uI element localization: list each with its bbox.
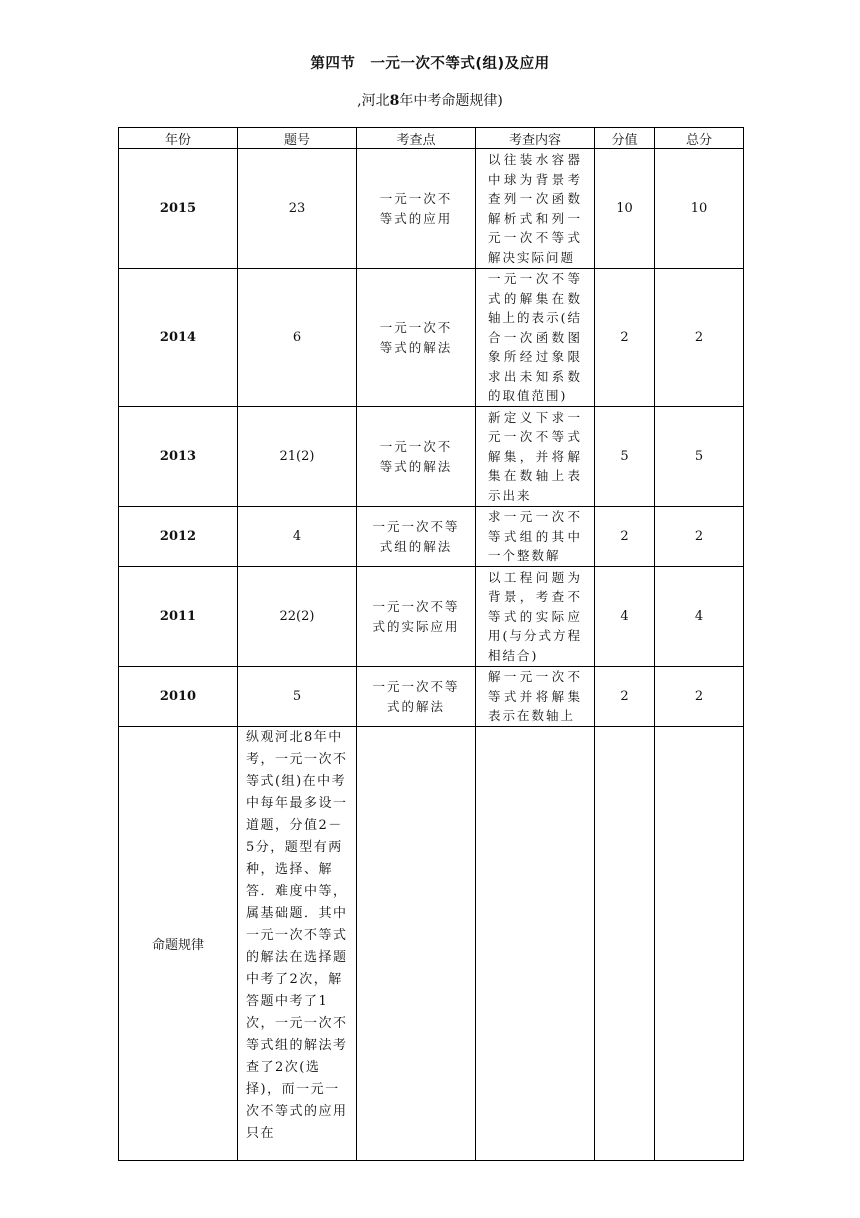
empty-cell bbox=[357, 727, 476, 1161]
total-cell: 2 bbox=[655, 507, 744, 567]
rule-text-cell: 纵观河北8年中考，一元一次不等式(组)在中考中每年最多设一道题，分值2－5分，题型有两种，选择、解答．难度中等，属基础题．其中一元一次不等式的解法在选择题中考了2次，解答题中考了1次，一元一次不等式组的解法考查了2次(选择)，而一元一次不等式的应用只在 bbox=[238, 727, 357, 1161]
total-cell: 5 bbox=[655, 407, 744, 507]
exam-table bbox=[118, 127, 744, 1161]
table-row bbox=[119, 567, 744, 667]
header-point: 考查点 bbox=[357, 128, 476, 149]
point-cell: 一元一次不等式的实际应用 bbox=[357, 567, 476, 667]
score-cell: 2 bbox=[595, 667, 655, 727]
header-score: 分值 bbox=[595, 128, 655, 149]
section-title: 第四节 一元一次不等式(组)及应用 bbox=[310, 56, 550, 72]
total-cell: 2 bbox=[655, 667, 744, 727]
rule-label-cell: 命题规律 bbox=[119, 727, 238, 1161]
content-cell: 求一元一次不等式组的其中一个整数解 bbox=[476, 507, 595, 567]
point-cell: 一元一次不等式的解法 bbox=[357, 667, 476, 727]
total-cell: 4 bbox=[655, 567, 744, 667]
score-cell: 2 bbox=[595, 269, 655, 407]
empty-cell bbox=[655, 727, 744, 1161]
score-cell: 4 bbox=[595, 567, 655, 667]
subtitle bbox=[0, 90, 860, 110]
rule-row bbox=[119, 727, 744, 1161]
score-cell: 2 bbox=[595, 507, 655, 567]
year-cell: 2015 bbox=[119, 149, 238, 269]
table-row bbox=[119, 149, 744, 269]
year-cell: 2014 bbox=[119, 269, 238, 407]
point-cell: 一元一次不等式的应用 bbox=[357, 149, 476, 269]
content-cell: 以往装水容器中球为背景考查列一次函数解析式和列一元一次不等式解决实际问题 bbox=[476, 149, 595, 269]
total-cell: 10 bbox=[655, 149, 744, 269]
year-cell: 2013 bbox=[119, 407, 238, 507]
score-cell: 10 bbox=[595, 149, 655, 269]
content-cell: 以工程问题为背景，考查不等式的实际应用(与分式方程相结合) bbox=[476, 567, 595, 667]
subtitle-pre: ,河北 bbox=[357, 93, 390, 109]
table-row bbox=[119, 407, 744, 507]
year-cell: 2012 bbox=[119, 507, 238, 567]
content-cell: 解一元一次不等式并将解集表示在数轴上 bbox=[476, 667, 595, 727]
number-cell: 23 bbox=[238, 149, 357, 269]
table-row bbox=[119, 269, 744, 407]
table-header-row bbox=[119, 128, 744, 149]
header-year: 年份 bbox=[119, 128, 238, 149]
year-cell: 2010 bbox=[119, 667, 238, 727]
number-cell: 4 bbox=[238, 507, 357, 567]
total-cell: 2 bbox=[655, 269, 744, 407]
empty-cell bbox=[595, 727, 655, 1161]
point-cell: 一元一次不等式的解法 bbox=[357, 269, 476, 407]
empty-cell bbox=[476, 727, 595, 1161]
number-cell: 6 bbox=[238, 269, 357, 407]
number-cell: 5 bbox=[238, 667, 357, 727]
number-cell: 22(2) bbox=[238, 567, 357, 667]
table-row bbox=[119, 667, 744, 727]
header-number: 题号 bbox=[238, 128, 357, 149]
subtitle-number: 8 bbox=[389, 93, 400, 109]
point-cell: 一元一次不等式组的解法 bbox=[357, 507, 476, 567]
number-cell: 21(2) bbox=[238, 407, 357, 507]
header-content: 考查内容 bbox=[476, 128, 595, 149]
subtitle-post: 年中考命题规律) bbox=[399, 93, 503, 109]
content-cell: 一元一次不等式的解集在数轴上的表示(结合一次函数图象所经过象限求出未知系数的取值范围) bbox=[476, 269, 595, 407]
score-cell: 5 bbox=[595, 407, 655, 507]
table-row bbox=[119, 507, 744, 567]
year-cell: 2011 bbox=[119, 567, 238, 667]
header-total: 总分 bbox=[655, 128, 744, 149]
content-cell: 新定义下求一元一次不等式解集，并将解集在数轴上表示出来 bbox=[476, 407, 595, 507]
point-cell: 一元一次不等式的解法 bbox=[357, 407, 476, 507]
